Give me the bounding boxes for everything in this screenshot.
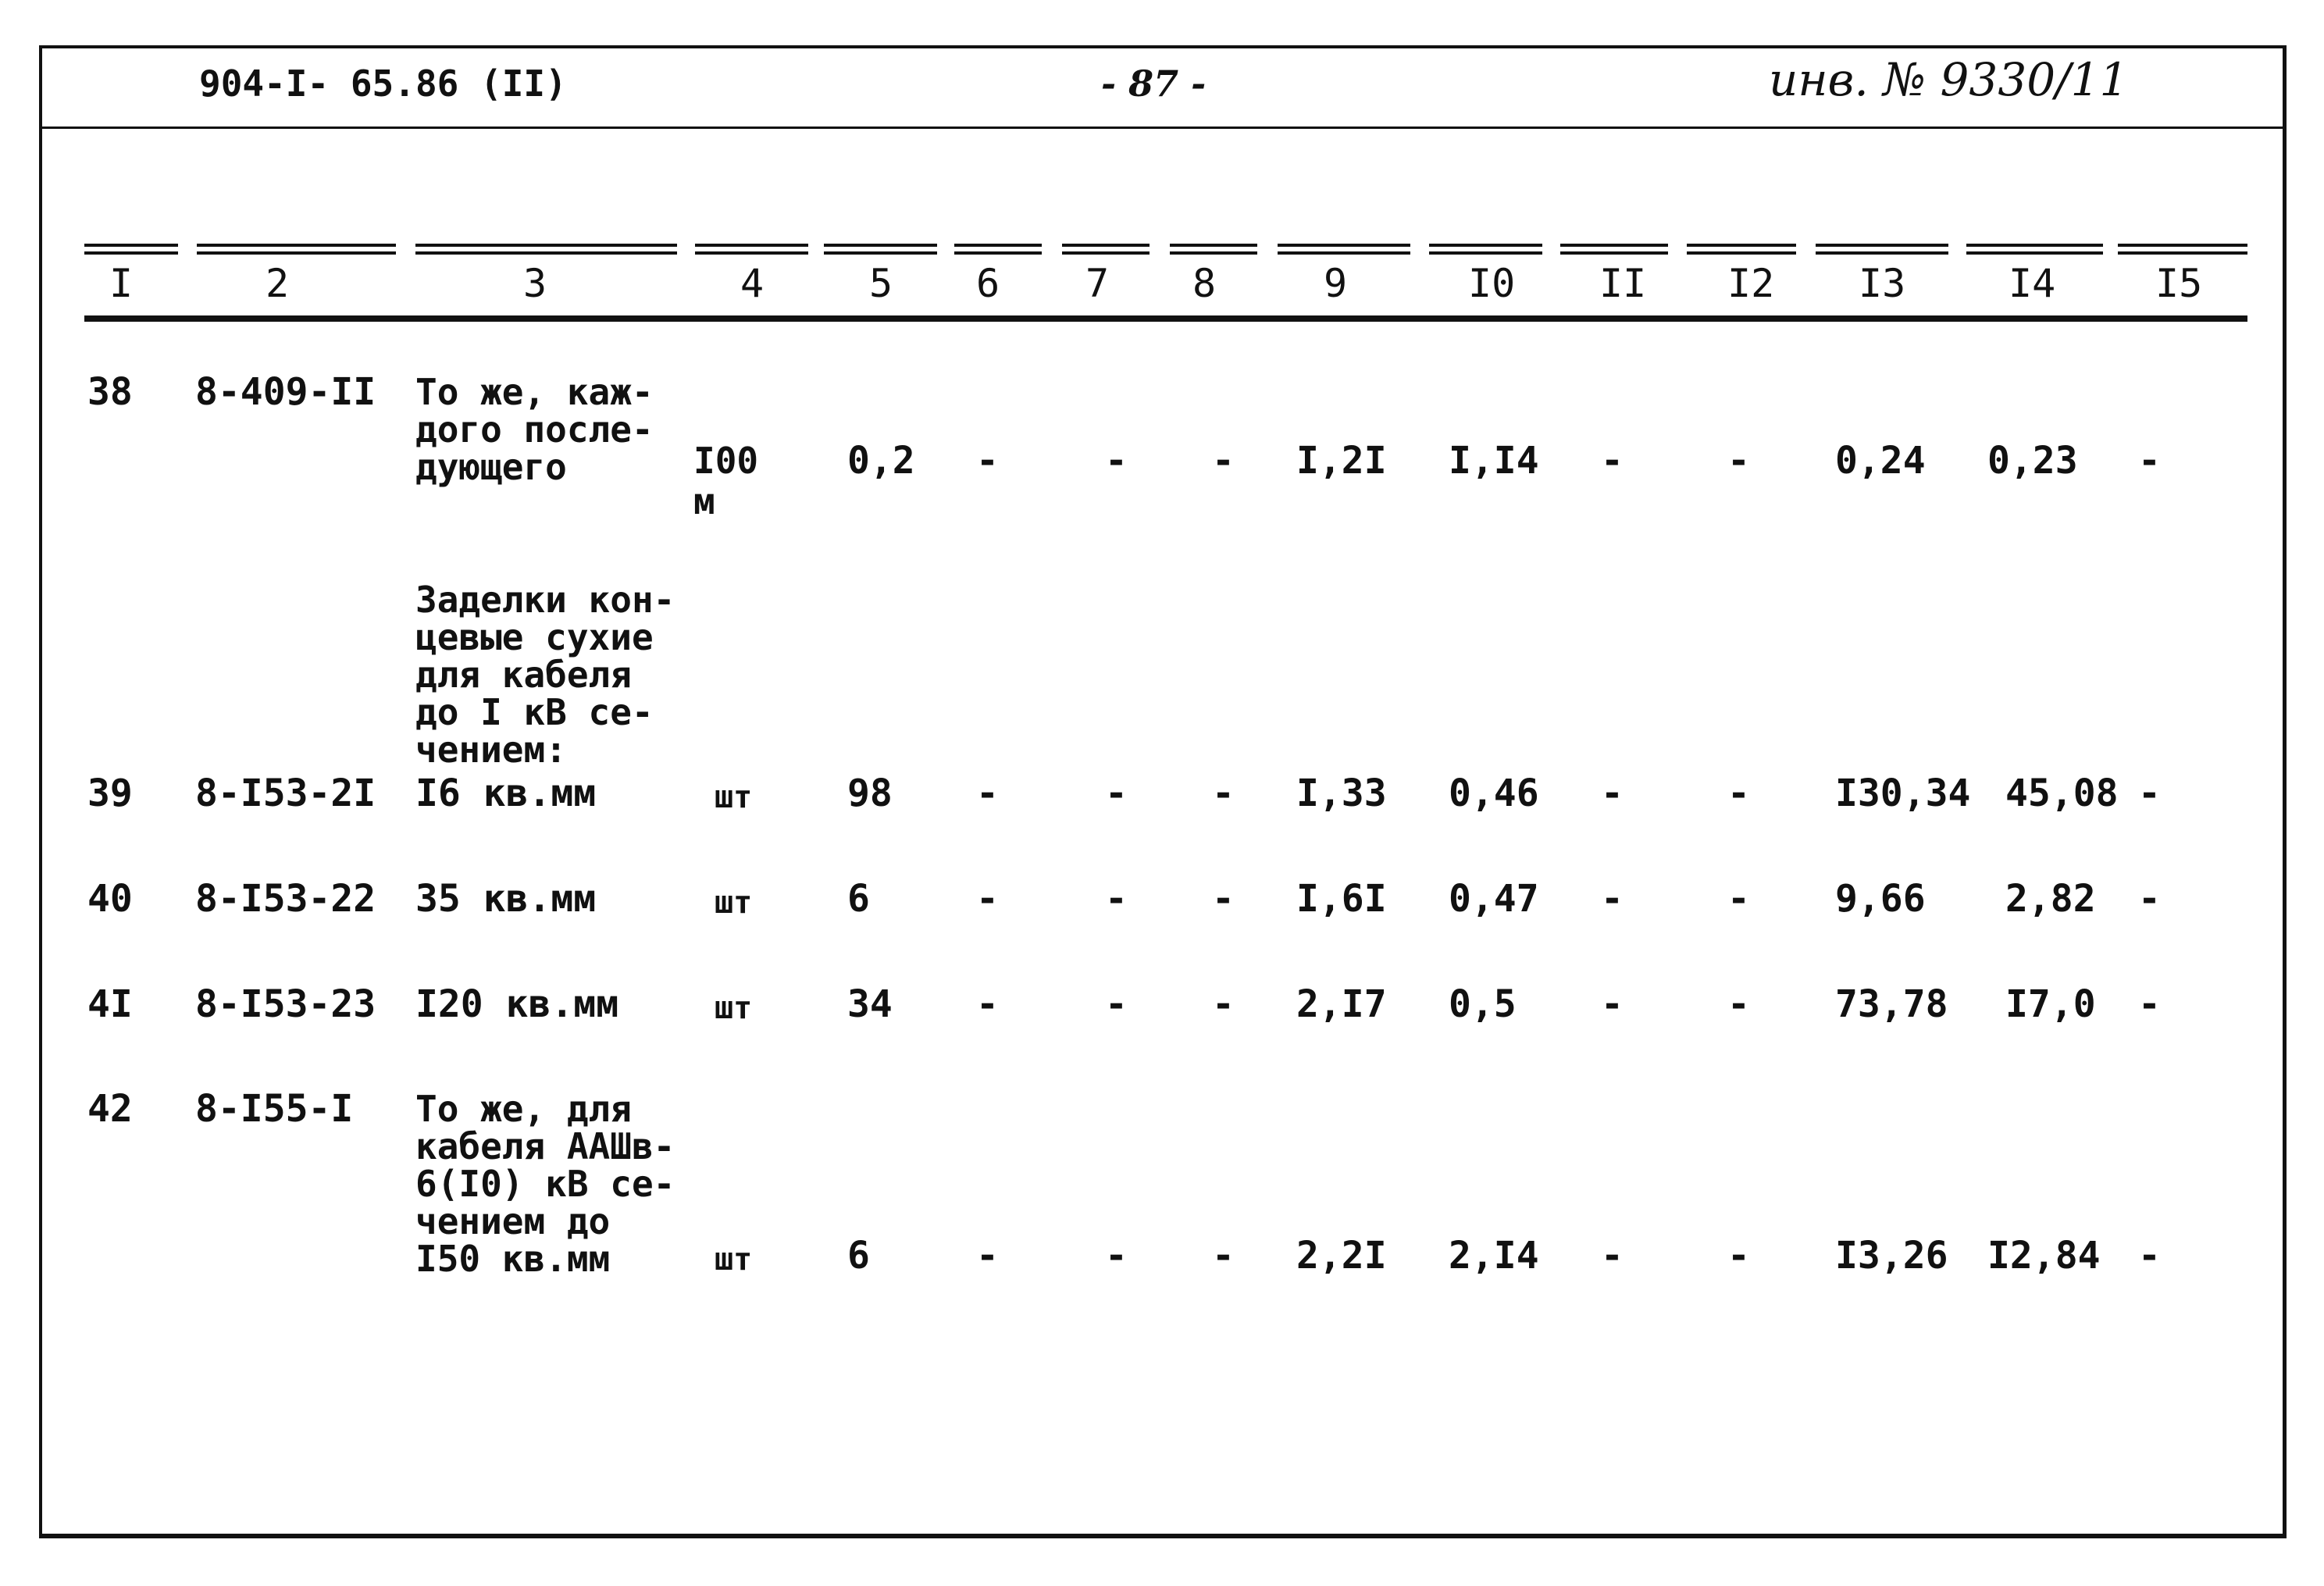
- row-value: 73,78: [1835, 982, 1948, 1026]
- row-unit: шт: [715, 990, 753, 1026]
- row-code: 8-I53-2I: [195, 772, 376, 815]
- row-value: 98: [847, 772, 893, 815]
- row-value: -: [2138, 982, 2161, 1026]
- row-value: 0,2: [847, 439, 915, 483]
- header-double-rule: [954, 244, 1042, 255]
- row-value: -: [1212, 982, 1235, 1026]
- row-value: -: [976, 772, 999, 815]
- row-code: 8-I55-I: [195, 1087, 354, 1131]
- row-value: -: [1727, 1234, 1750, 1278]
- column-number: I4: [2009, 261, 2056, 306]
- row-value: -: [1601, 982, 1624, 1026]
- column-number: 3: [523, 261, 547, 306]
- row-unit: шт: [715, 885, 753, 921]
- row-value: -: [1601, 772, 1624, 815]
- row-value: 0,46: [1449, 772, 1539, 815]
- column-number: 4: [740, 261, 765, 306]
- header-double-rule: [2118, 244, 2247, 255]
- row-code: 8-409-II: [195, 370, 376, 414]
- row-number: 42: [87, 1087, 133, 1131]
- header-double-rule: [1687, 244, 1796, 255]
- row-description: То же, каж- дого после- дующего: [415, 371, 654, 488]
- row-value: -: [2138, 439, 2161, 483]
- row-value: I,2I: [1296, 439, 1387, 483]
- row-value: 0,47: [1449, 877, 1539, 921]
- row-description: I20 кв.мм: [415, 982, 619, 1026]
- row-unit: шт: [715, 779, 753, 815]
- header-rule: [39, 127, 2287, 129]
- header-double-rule: [824, 244, 937, 255]
- row-value: -: [1105, 439, 1128, 483]
- column-header-rule: [84, 315, 2247, 322]
- row-value: -: [1212, 439, 1235, 483]
- row-value: -: [2138, 772, 2161, 815]
- row-value: -: [1727, 772, 1750, 815]
- row-number: 4I: [87, 982, 133, 1026]
- column-number: 5: [869, 261, 893, 306]
- row-value: 6: [847, 1234, 870, 1278]
- inventory-number: инв. № 9330/11: [1769, 53, 2129, 106]
- row-value: -: [1105, 982, 1128, 1026]
- row-value: 2,82: [2005, 877, 2096, 921]
- row-value: 6: [847, 877, 870, 921]
- row-number: 38: [87, 370, 133, 414]
- row-description: 35 кв.мм: [415, 877, 597, 921]
- row-value: -: [1212, 772, 1235, 815]
- row-value: -: [1727, 877, 1750, 921]
- row-value: -: [1105, 772, 1128, 815]
- row-number: 39: [87, 772, 133, 815]
- column-number: I3: [1859, 261, 1906, 306]
- header-double-rule: [84, 244, 178, 255]
- row-value: 0,5: [1449, 982, 1517, 1026]
- row-number: 40: [87, 877, 133, 921]
- header-double-rule: [1966, 244, 2103, 255]
- section-heading: Заделки кон- цевые сухие для кабеля до I кВ се- чением:: [415, 579, 675, 771]
- row-unit: шт: [715, 1242, 753, 1278]
- document-code: 904-I- 65.86 (II): [199, 62, 567, 105]
- row-value: -: [976, 877, 999, 921]
- header-double-rule: [1170, 244, 1257, 255]
- row-description: I6 кв.мм: [415, 772, 597, 815]
- row-value: -: [976, 982, 999, 1026]
- row-value: -: [1212, 877, 1235, 921]
- row-value: I3,26: [1835, 1234, 1948, 1278]
- header-double-rule: [1560, 244, 1668, 255]
- row-description: То же, для кабеля ААШв- 6(I0) кВ се- чением до I50 кв.мм: [415, 1088, 675, 1280]
- row-value: -: [1212, 1234, 1235, 1278]
- row-value: 0,24: [1835, 439, 1926, 483]
- row-value: I2,84: [1987, 1234, 2101, 1278]
- header-double-rule: [197, 244, 396, 255]
- row-value: 45,08: [2005, 772, 2119, 815]
- column-number: 8: [1192, 261, 1217, 306]
- column-number: 9: [1324, 261, 1348, 306]
- row-code: 8-I53-22: [195, 877, 376, 921]
- row-value: I30,34: [1835, 772, 1971, 815]
- row-value: 0,23: [1987, 439, 2078, 483]
- column-number: I: [109, 261, 134, 306]
- header-double-rule: [695, 244, 808, 255]
- row-value: 2,I4: [1449, 1234, 1539, 1278]
- row-value: -: [1601, 877, 1624, 921]
- header-double-rule: [1429, 244, 1542, 255]
- column-number: II: [1599, 261, 1647, 306]
- column-number: 7: [1085, 261, 1110, 306]
- row-value: 9,66: [1835, 877, 1926, 921]
- row-value: -: [1601, 439, 1624, 483]
- header-double-rule: [1278, 244, 1410, 255]
- row-value: I,I4: [1449, 439, 1539, 483]
- row-value: -: [976, 439, 999, 483]
- page-number: - 87 -: [1101, 62, 1207, 105]
- header-double-rule: [415, 244, 677, 255]
- column-number: 2: [266, 261, 290, 306]
- header-double-rule: [1062, 244, 1150, 255]
- row-value: -: [1105, 877, 1128, 921]
- row-code: 8-I53-23: [195, 982, 376, 1026]
- column-number: I5: [2155, 261, 2203, 306]
- row-value: -: [1105, 1234, 1128, 1278]
- header-double-rule: [1816, 244, 1948, 255]
- row-value: -: [2138, 1234, 2161, 1278]
- row-value: I7,0: [2005, 982, 2096, 1026]
- row-value: 2,I7: [1296, 982, 1387, 1026]
- row-value: -: [1727, 439, 1750, 483]
- row-value: -: [976, 1234, 999, 1278]
- row-value: -: [1601, 1234, 1624, 1278]
- row-value: -: [1727, 982, 1750, 1026]
- row-value: I,33: [1296, 772, 1387, 815]
- column-number: I2: [1727, 261, 1775, 306]
- column-number: I0: [1468, 261, 1516, 306]
- row-value: -: [2138, 877, 2161, 921]
- row-value: I,6I: [1296, 877, 1387, 921]
- row-unit: I00 м: [693, 440, 759, 522]
- column-number: 6: [976, 261, 1000, 306]
- row-value: 34: [847, 982, 893, 1026]
- row-value: 2,2I: [1296, 1234, 1387, 1278]
